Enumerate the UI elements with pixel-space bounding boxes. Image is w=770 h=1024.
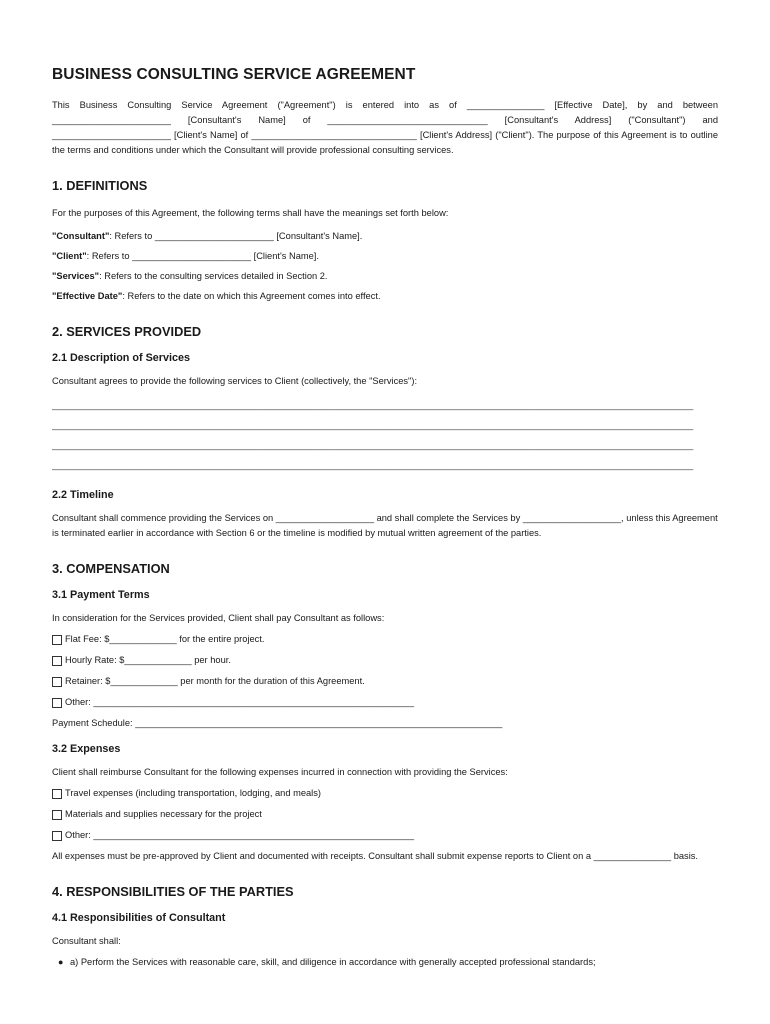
payment-option-label: Hourly Rate: $_____________ per hour. xyxy=(65,655,231,665)
expense-option-travel xyxy=(52,786,718,801)
payment-terms-text: In consideration for the Services provided, Client shall pay Consultant as follows: xyxy=(52,613,385,623)
payment-option-label: Retainer: $_____________ per month for the duration of this Agreement. xyxy=(65,676,365,686)
expense-option-materials xyxy=(52,807,718,822)
expense-option-label: Travel expenses (including transportation, lodging, and meals) xyxy=(65,788,321,798)
intro-paragraph: This Business Consulting Service Agreement ("Agreement") is entered into as of _______________ [Effective Date], by and between _______________________ [Consultant's Name] of _______________________________ [Consultant's Address] ("Consultant") and _______________________ [Client's Name] of ________________________________ [Client's Address] ("Client"). The purpose of this Agreement is to outline the terms and conditions under which the Consultant will provide professional consulting services. xyxy=(52,100,718,155)
subsection-heading-expenses: 3.2 Expenses xyxy=(52,743,121,755)
definition-text: : Refers to the date on which this Agreement comes into effect. xyxy=(122,291,381,301)
definition-item xyxy=(52,249,718,264)
expenses-text: Client shall reimburse Consultant for the following expenses incurred in connection with providing the Services: xyxy=(52,767,508,777)
subsection-heading-payment-terms: 3.1 Payment Terms xyxy=(52,589,150,601)
definitions-lead: For the purposes of this Agreement, the following terms shall have the meanings set forth below: xyxy=(52,208,449,218)
definition-term: "Effective Date" xyxy=(52,291,123,301)
consultant-responsibilities-lead: Consultant shall: xyxy=(52,936,121,946)
hourly-rate-checkbox[interactable] xyxy=(52,656,62,666)
services-blank-line[interactable]: ____________________________________________________________________________________________________________________________ xyxy=(52,400,694,410)
definition-item xyxy=(52,289,718,304)
bullet-icon: ● xyxy=(58,957,64,967)
expense-option-label: Other: ______________________________________________________________ xyxy=(65,830,414,840)
definition-item xyxy=(52,269,718,284)
definition-term: "Services" xyxy=(52,271,100,281)
definition-text: : Refers to _______________________ [Client's Name]. xyxy=(86,251,319,261)
expense-note: All expenses must be pre-approved by Client and documented with receipts. Consultant shall submit expense reports to Client on a _______________ basis. xyxy=(52,851,699,861)
document-title: BUSINESS CONSULTING SERVICE AGREEMENT xyxy=(52,66,416,83)
subsection-heading-consultant-responsibilities: 4.1 Responsibilities of Consultant xyxy=(52,912,226,924)
payment-option-label: Flat Fee: $_____________ for the entire project. xyxy=(65,634,265,644)
payment-option-flat-fee xyxy=(52,632,718,647)
timeline-text: Consultant shall commence providing the Services on ___________________ and shall complete the Services by ___________________, unless this Agreement is terminated earlier in accordance with Section 6 or the timeline is modified by mutual written agreement of the parties. xyxy=(52,513,718,538)
section-heading-definitions: 1. DEFINITIONS xyxy=(52,178,148,193)
responsibility-text: a) Perform the Services with reasonable care, skill, and diligence in accordance with generally accepted professional standards; xyxy=(70,957,596,967)
services-blank-line[interactable]: ____________________________________________________________________________________________________________________________ xyxy=(52,420,694,430)
travel-expenses-checkbox[interactable] xyxy=(52,789,62,799)
expense-option-other xyxy=(52,828,718,843)
payment-schedule-field[interactable]: Payment Schedule: _______________________________________________________________________ xyxy=(52,718,503,728)
retainer-checkbox[interactable] xyxy=(52,677,62,687)
definition-text: : Refers to _______________________ [Consultant's Name]. xyxy=(109,231,363,241)
services-blank-line[interactable]: ____________________________________________________________________________________________________________________________ xyxy=(52,440,694,450)
other-payment-checkbox[interactable] xyxy=(52,698,62,708)
subsection-heading-description: 2.1 Description of Services xyxy=(52,352,191,364)
definition-term: "Client" xyxy=(52,251,87,261)
payment-option-hourly xyxy=(52,653,718,668)
services-blank-line[interactable]: ____________________________________________________________________________________________________________________________ xyxy=(52,460,694,470)
payment-option-label: Other: ______________________________________________________________ xyxy=(65,697,414,707)
other-expense-checkbox[interactable] xyxy=(52,831,62,841)
section-heading-responsibilities: 4. RESPONSIBILITIES OF THE PARTIES xyxy=(52,884,294,899)
definition-text: : Refers to the consulting services detailed in Section 2. xyxy=(99,271,328,281)
services-description-text: Consultant agrees to provide the following services to Client (collectively, the "Services"): xyxy=(52,376,418,386)
definition-term: "Consultant" xyxy=(52,231,110,241)
definition-item xyxy=(52,229,718,244)
expense-option-label: Materials and supplies necessary for the project xyxy=(65,809,262,819)
flat-fee-checkbox[interactable] xyxy=(52,635,62,645)
list-item xyxy=(52,955,718,970)
subsection-heading-timeline: 2.2 Timeline xyxy=(52,489,114,501)
section-heading-compensation: 3. COMPENSATION xyxy=(52,561,170,576)
payment-option-other xyxy=(52,695,718,710)
section-heading-services: 2. SERVICES PROVIDED xyxy=(52,324,202,339)
materials-checkbox[interactable] xyxy=(52,810,62,820)
payment-option-retainer xyxy=(52,674,718,689)
